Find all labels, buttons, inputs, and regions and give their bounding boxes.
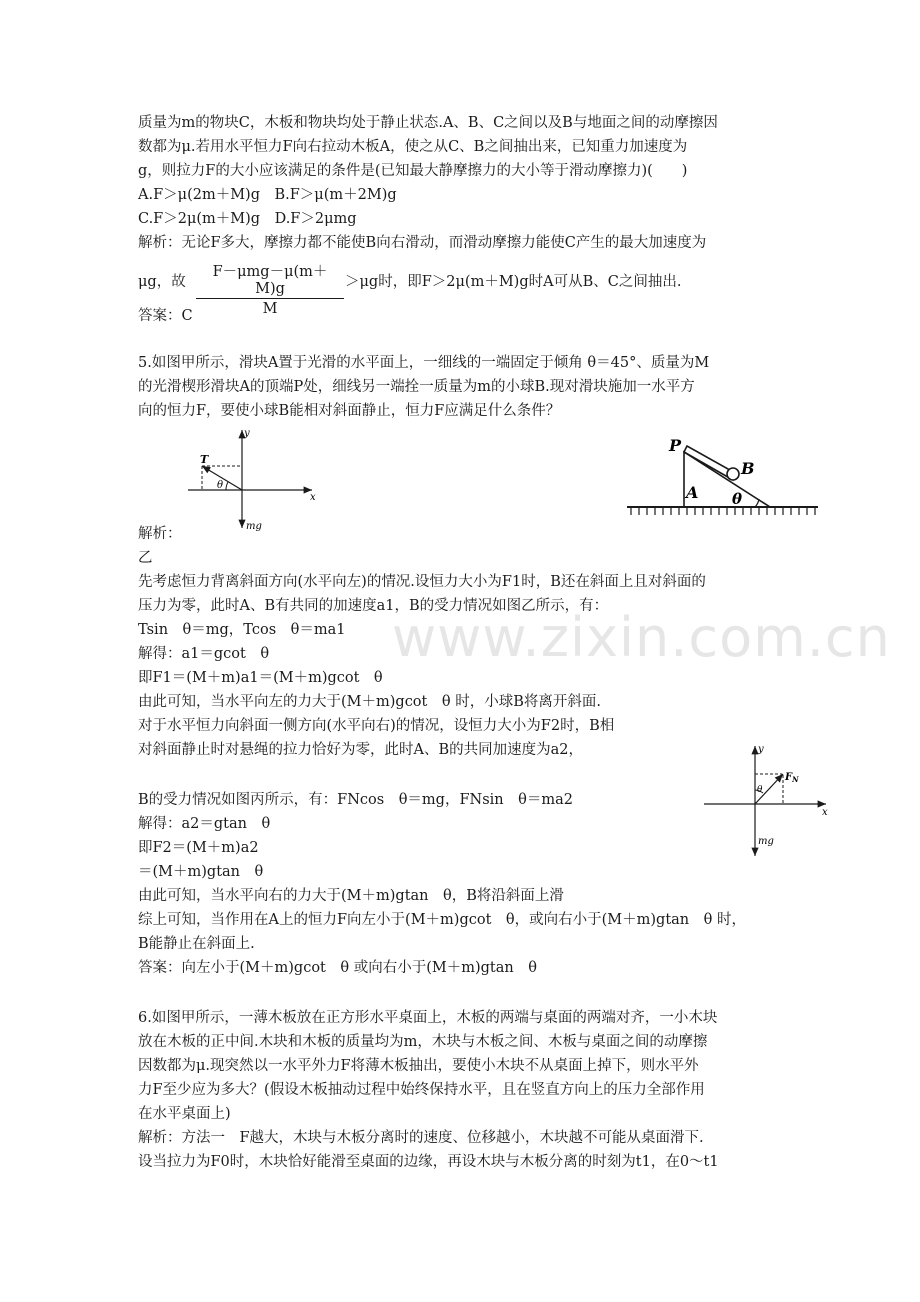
figure-jia-wedge [625, 430, 825, 526]
q6-text-line: 放在木板的正中间.木块和木板的质量均为m，木块与木板之间、木板与桌面之间的动摩擦 [138, 1034, 708, 1050]
q5-solution-line: 对于水平恒力向斜面一侧方向(水平向右)的情况，设恒力大小为F2时，B相 [138, 718, 615, 734]
q5-solution-line: 由此可知，当水平向右的力大于(M＋m)gtan θ，B将沿斜面上滑 [138, 888, 564, 904]
q5-equation: 即F1＝(M＋m)a1＝(M＋m)gcot θ [138, 670, 383, 686]
label-x: x [310, 492, 316, 503]
label-x: x [822, 807, 828, 818]
q4-solution-suffix: ＞μg时，即F＞2μ(m＋M)g时A可从B、C之间抽出. [345, 274, 682, 290]
q5-equation: Tsin θ＝mg，Tcos θ＝ma1 [138, 622, 346, 638]
figure-caption: 乙 [138, 550, 153, 566]
q5-solution-line: 先考虑恒力背离斜面方向(水平向左)的情况.设恒力大小为F1时，B还在斜面上且对斜面的 [138, 574, 706, 590]
angle-arc [226, 482, 228, 490]
fraction-numerator: F－μmg－μ(m＋M)g [196, 260, 344, 299]
label-A: A [686, 483, 699, 502]
q6-text-line: 6.如图甲所示，一薄木板放在正方形水平桌面上，木板的两端与桌面的两端对齐，一小木块 [138, 1010, 718, 1026]
q4-answer: 答案：C [138, 308, 193, 324]
q6-text-line: 在水平桌面上) [138, 1106, 231, 1122]
q5-solution-line: 对斜面静止时对悬绳的拉力恰好为零，此时A、B的共同加速度为a2， [138, 742, 583, 758]
q5-solution-label: 解析： [138, 526, 182, 542]
angle-arc [755, 499, 759, 507]
q4-fraction [196, 260, 344, 317]
q5-solution-line: 综上可知，当作用在A上的恒力F向左小于(M＋m)gcot θ，或向右小于(M＋m)gtan θ 时， [138, 912, 746, 928]
figure-bing-force-diagram [700, 742, 835, 860]
q5-text-line: 向的恒力F，要使小球B能相对斜面静止，恒力F应满足什么条件？ [138, 403, 561, 419]
fraction-denominator: M [262, 301, 278, 317]
label-P: P [669, 436, 682, 455]
label-theta: θ [732, 490, 743, 508]
q5-equation: ＝(M＋m)gtan θ [138, 864, 264, 880]
q5-solution-line: 由此可知，当水平向左的力大于(M＋m)gcot θ 时，小球B将离开斜面. [138, 694, 601, 710]
q5-text-line: 的光滑楔形滑块A的顶端P处，细线另一端拴一质量为m的小球B.现对滑块施加一水平方 [138, 379, 695, 395]
label-mg: mg [246, 521, 262, 532]
q4-option-line: A.F＞μ(2m＋M)g B.F＞μ(m＋2M)g [138, 187, 397, 203]
q6-solution-line: 设当拉力为F0时，木块恰好能滑至桌面的边缘，再设木块与木板分离的时刻为t1，在0～t1 [138, 1154, 719, 1170]
q5-answer: 答案：向左小于(M＋m)gcot θ 或向右小于(M＋m)gtan θ [138, 960, 537, 976]
label-mg: mg [758, 836, 774, 847]
q4-solution-line: 解析：无论F多大，摩擦力都不能使B向右滑动，而滑动摩擦力能使C产生的最大加速度为 [138, 235, 707, 251]
q6-solution-line: 解析：方法一 F越大，木块与木板分离时的速度、位移越小，木块越不可能从桌面滑下. [138, 1130, 704, 1146]
label-B: B [741, 459, 755, 478]
q6-text-line: 因数都为μ.现突然以一水平外力F将薄木板抽出，要使小木块不从桌面上掉下，则水平外 [138, 1058, 699, 1074]
q5-equation: 解得：a1＝gcot θ [138, 646, 270, 662]
watermark: www.zixin.com.cn [392, 606, 891, 669]
q4-text-line: g，则拉力F的大小应该满足的条件是(已知最大静摩擦力的大小等于滑动摩擦力)( ) [138, 163, 688, 179]
figure-yi-force-diagram [180, 426, 330, 536]
q5-solution-line: B的受力情况如图丙所示，有：FNcos θ＝mg，FNsin θ＝ma2 [138, 792, 573, 808]
q4-option-line: C.F＞2μ(m＋M)g D.F＞2μmg [138, 211, 357, 227]
label-T: T [200, 453, 209, 466]
label-y: y [244, 428, 250, 439]
q5-text-line: 5.如图甲所示，滑块A置于光滑的水平面上，一细线的一端固定于倾角 θ＝45°、质量为M [138, 355, 710, 371]
q5-solution-line: B能静止在斜面上. [138, 936, 255, 952]
q4-text-line: 质量为m的物块C，木板和物块均处于静止状态.A、B、C之间以及B与地面之间的动摩擦因 [138, 115, 718, 131]
label-y: y [758, 744, 764, 755]
q6-text-line: 力F至少应为多大？(假设木板抽动过程中始终保持水平，且在竖直方向上的压力全部作用 [138, 1082, 705, 1098]
ground-hatching [631, 508, 815, 515]
q4-text-line: 数都为μ.若用水平恒力F向右拉动木板A，使之从C、B之间抽出来，已知重力加速度为 [138, 139, 688, 155]
q5-equation: 解得：a2＝gtan θ [138, 816, 271, 832]
q4-solution-prefix: μg，故 [138, 274, 186, 290]
label-FN: $F_N$ [785, 772, 799, 784]
q5-solution-line: 压力为零，此时A、B有共同的加速度a1，B的受力情况如图乙所示，有： [138, 598, 609, 614]
label-theta: θ [757, 785, 763, 795]
label-theta: θ [217, 480, 224, 491]
ball-B [727, 468, 739, 480]
q5-equation: 即F2＝(M＋m)a2 [138, 840, 259, 856]
